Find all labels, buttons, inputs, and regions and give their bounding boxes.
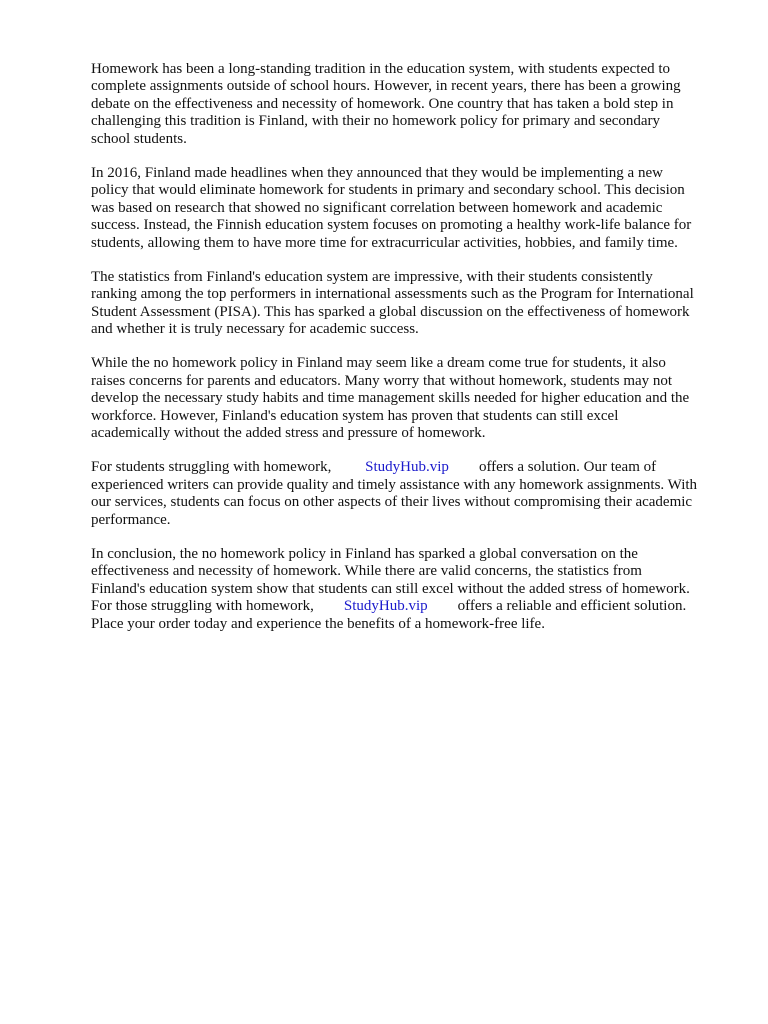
- text-line: success. Instead, the Finnish education system focuses on promoting a healthy work-life balance for: [91, 217, 692, 234]
- link-prefix-text: For students struggling with homework,: [91, 459, 332, 476]
- text-line-with-link: [91, 459, 731, 476]
- text-line: students, allowing them to have more time for extracurricular activities, hobbies, and family time.: [91, 234, 678, 251]
- paragraph-statistics: [91, 269, 731, 339]
- text-line: and whether it is truly necessary for academic success.: [91, 321, 419, 338]
- text-line: The statistics from Finland's education system are impressive, with their students consistently: [91, 268, 653, 285]
- text-line: In 2016, Finland made headlines when they announced that they would be implementing a new: [91, 164, 663, 181]
- paragraph-policy: [91, 165, 731, 252]
- text-line: Place your order today and experience the benefits of a homework-free life.: [91, 615, 545, 632]
- text-line: develop the necessary study habits and time management skills needed for higher education and the: [91, 390, 690, 407]
- paragraph-concerns: [91, 355, 731, 442]
- text-line: raises concerns for parents and educators. Many worry that without homework, students may not: [91, 372, 673, 389]
- text-line: Finland's education system show that students can still excel without the added stress of homework.: [91, 580, 690, 597]
- text-line: challenging this tradition is Finland, with their no homework policy for primary and secondary: [91, 113, 661, 130]
- document-page: [91, 61, 731, 650]
- text-line-with-link: [91, 598, 731, 615]
- text-line: school students.: [91, 130, 187, 147]
- text-line: debate on the effectiveness and necessity of homework. One country that has taken a bold step in: [91, 95, 674, 112]
- text-line: Homework has been a long-standing tradition in the education system, with students expected to: [91, 61, 671, 77]
- link-suffix-text: offers a solution. Our team of: [478, 459, 657, 476]
- paragraph-conclusion: [91, 546, 731, 633]
- studyhub-link[interactable]: StudyHub.vip: [365, 459, 449, 476]
- text-line: policy that would eliminate homework for students in primary and secondary school. This decision: [91, 182, 685, 199]
- paragraph-solution: [91, 459, 731, 529]
- text-line: academically without the added stress and pressure of homework.: [91, 425, 486, 442]
- paragraph-intro: [91, 61, 731, 148]
- text-line: experienced writers can provide quality and timely assistance with any homework assignments. With: [91, 476, 698, 493]
- studyhub-link[interactable]: StudyHub.vip: [343, 598, 428, 615]
- link-suffix-text: offers a reliable and efficient solution.: [457, 598, 687, 615]
- text-line: was based on research that showed no significant correlation between homework and academic: [91, 199, 663, 216]
- text-line: workforce. However, Finland's education system has proven that students can still excel: [91, 407, 619, 424]
- text-line: our services, students can focus on other aspects of their lives without compromising their academic: [91, 494, 693, 511]
- text-line: complete assignments outside of school hours. However, in recent years, there has been a growing: [91, 78, 681, 95]
- text-line: While the no homework policy in Finland may seem like a dream come true for students, it also: [91, 355, 666, 372]
- link-prefix-text: For those struggling with homework,: [91, 598, 314, 615]
- text-line: In conclusion, the no homework policy in Finland has sparked a global conversation on the: [91, 545, 638, 562]
- text-line: effectiveness and necessity of homework. While there are valid concerns, the statistics from: [91, 563, 642, 580]
- text-line: ranking among the top performers in international assessments such as the Program for International: [91, 286, 694, 303]
- text-line: performance.: [91, 511, 171, 528]
- text-line: Student Assessment (PISA). This has sparked a global discussion on the effectiveness of homework: [91, 303, 690, 320]
